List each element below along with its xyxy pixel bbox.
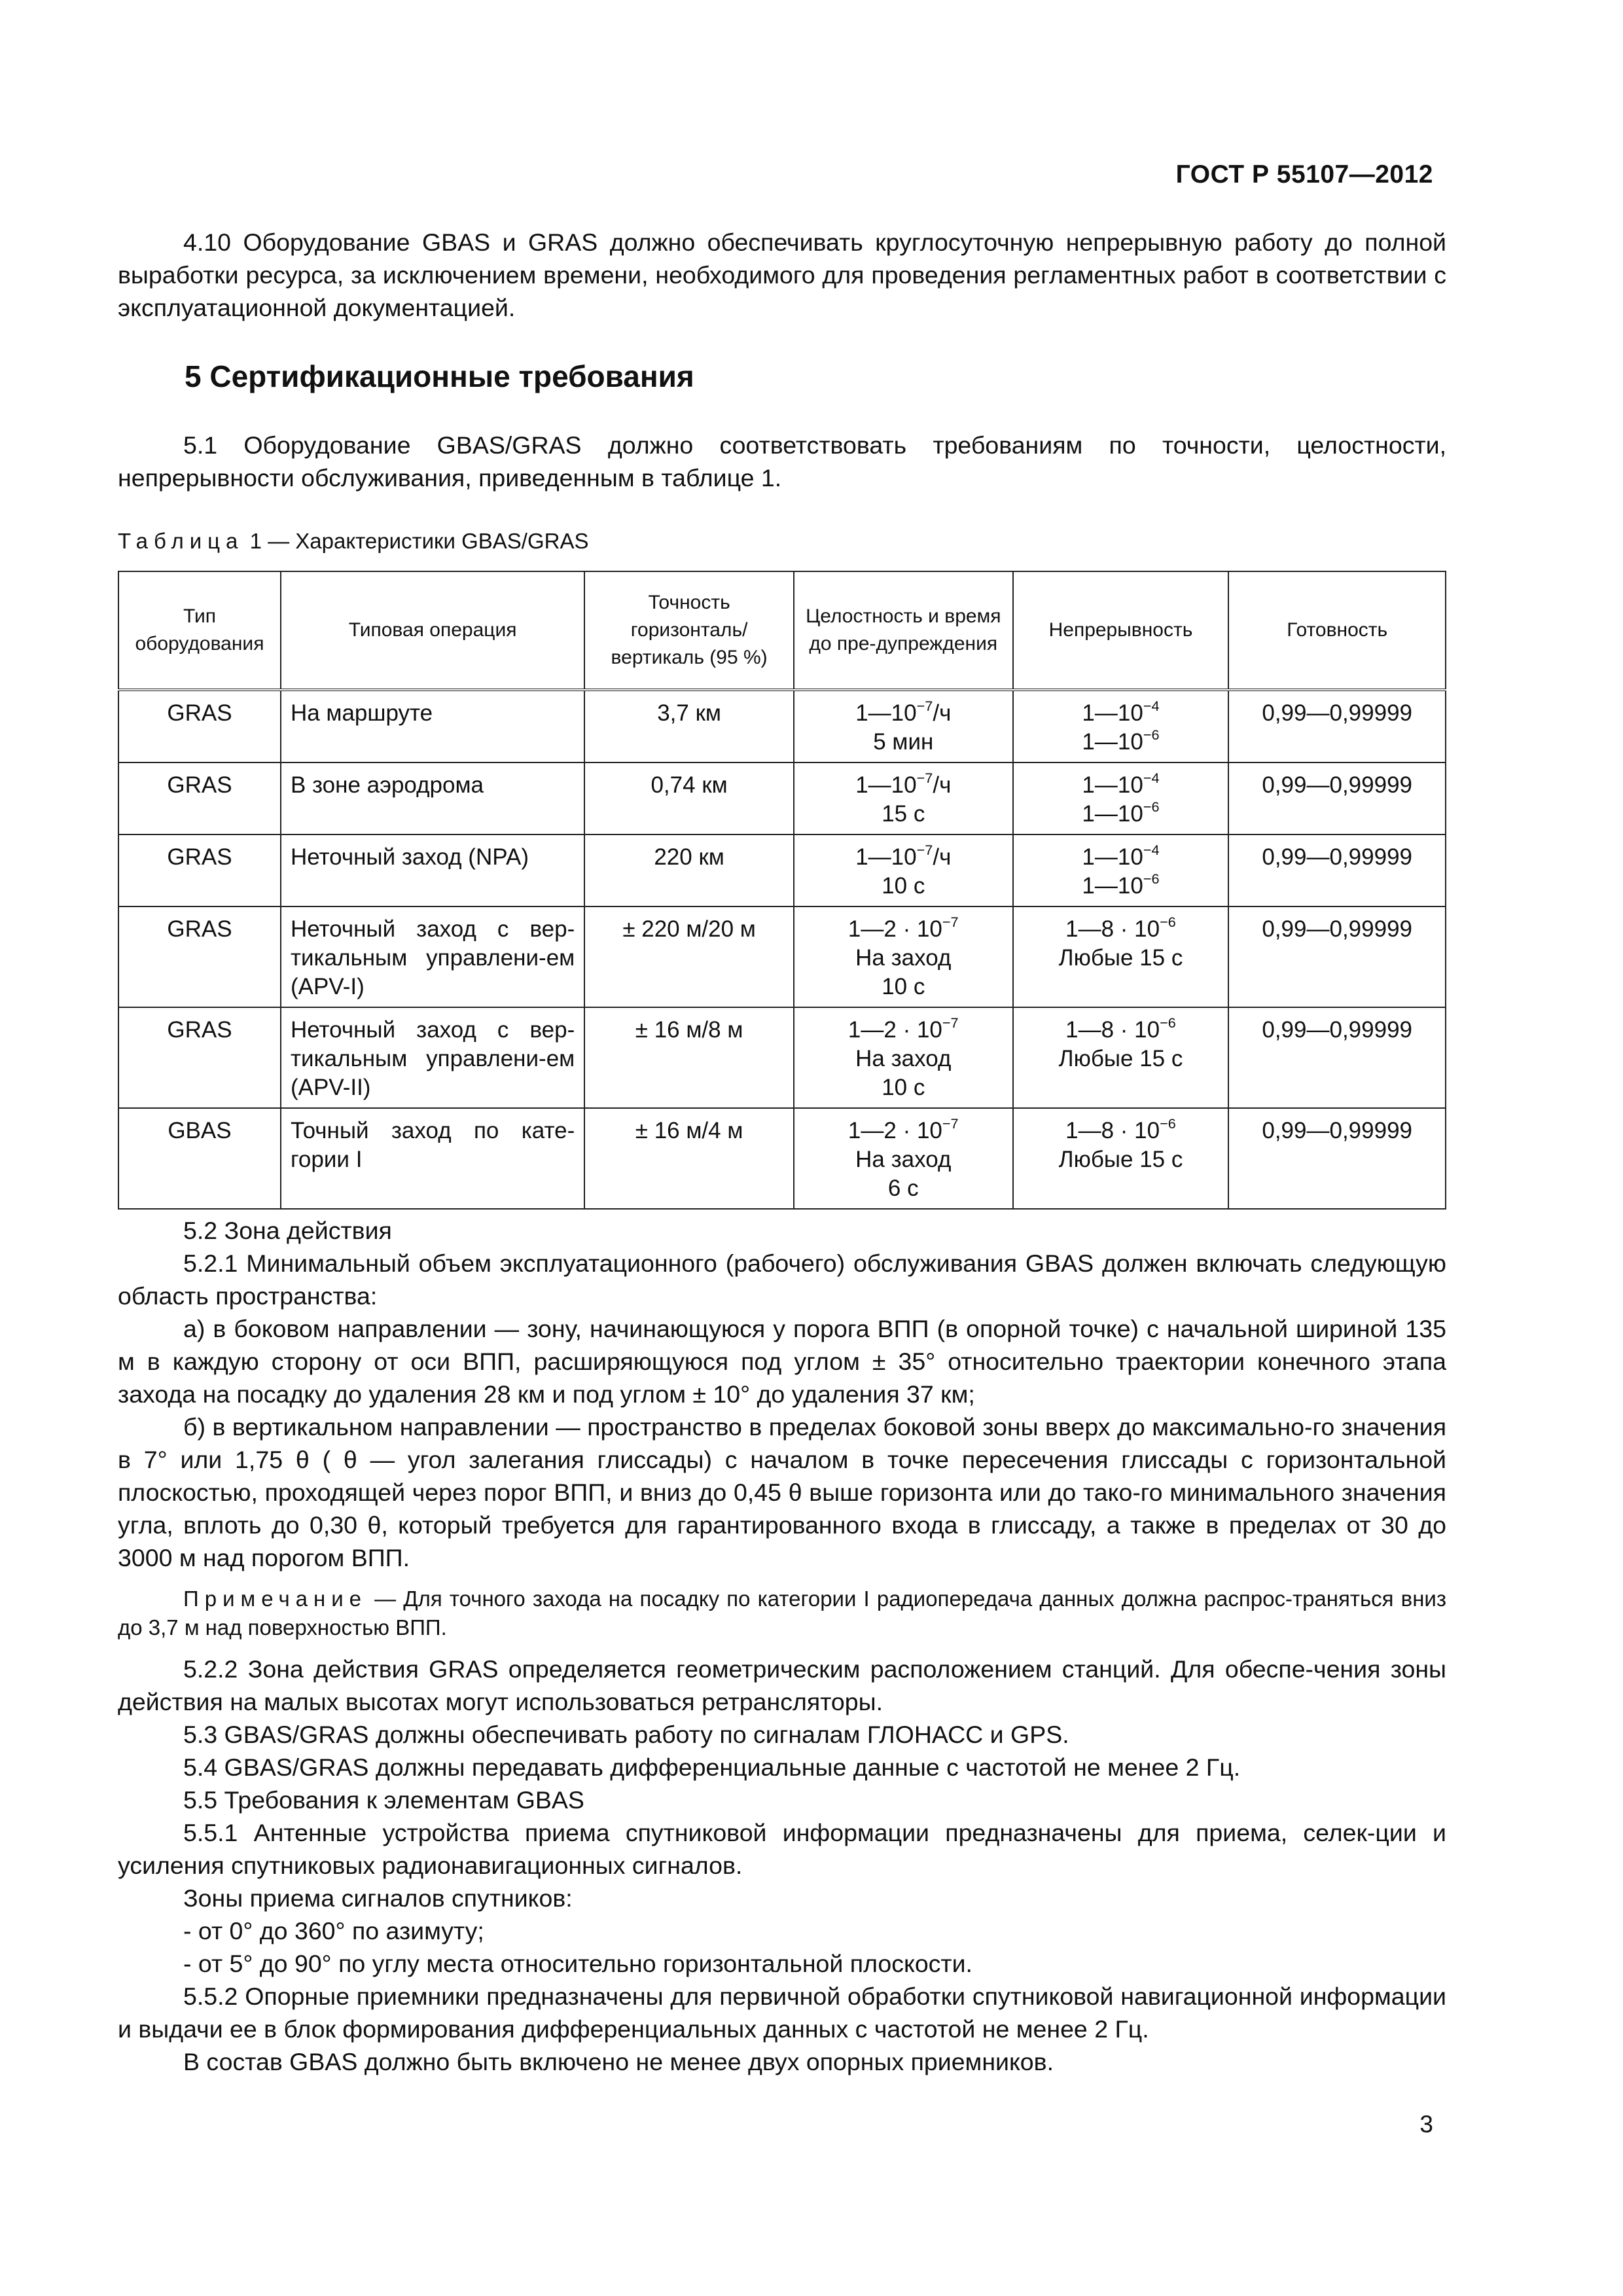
cell-operation: Точный заход по кате-гории I <box>281 1108 584 1209</box>
paragraph-5-3: 5.3 GBAS/GRAS должны обеспечивать работу по сигналам ГЛОНАСС и GPS. <box>183 1721 1069 1748</box>
cell-continuity: 1—8 · $10^{-6}$ Любые 15 с <box>1013 1007 1229 1108</box>
header-operation: Типовая операция <box>281 571 584 690</box>
cell-type: GRAS <box>118 762 281 834</box>
header-availability: Готовность <box>1228 571 1446 690</box>
page-number: 3 <box>1419 2111 1433 2138</box>
table-caption <box>118 529 589 554</box>
cell-type: GRAS <box>118 834 281 906</box>
cell-type: GRAS <box>118 906 281 1007</box>
paragraph-5-5-1: 5.5.1 Антенные устройства приема спутниковой информации предназначены для приема, селек-ции и усиления спутниковых радионавигационных сигналов. <box>118 1819 1446 1879</box>
section-title: 5 Сертификационные требования <box>185 359 694 393</box>
cell-operation: Неточный заход (NPA) <box>281 834 584 906</box>
paragraph-5-1: 5.1 Оборудование GBAS/GRAS должно соответствовать требованиям по точности, целостности, непрерывности обслуживания, приведенным в таблице 1. <box>118 431 1446 492</box>
paragraph-5-2: 5.2 Зона действия <box>183 1217 392 1244</box>
clause-4-10 <box>118 226 1446 324</box>
paragraph-last: В состав GBAS должно быть включено не менее двух опорных приемников. <box>183 2048 1054 2075</box>
cell-type: GRAS <box>118 690 281 762</box>
zone-azimuth: - от 0° до 360° по азимуту; <box>183 1917 484 1945</box>
cell-type: GBAS <box>118 1108 281 1209</box>
table-row <box>118 834 1446 906</box>
table-row <box>118 906 1446 1007</box>
clause-5-1 <box>118 429 1446 494</box>
cell-continuity: 1—8 · $10^{-6}$ Любые 15 с <box>1013 906 1229 1007</box>
cell-availability: 0,99—0,99999 <box>1228 1108 1446 1209</box>
cell-continuity: $1—10^{-4}$ $1—10^{-6}$ <box>1013 834 1229 906</box>
cell-accuracy: ± 220 м/20 м <box>584 906 794 1007</box>
cell-operation: Неточный заход с вер-тикальным управлени-ем (APV-I) <box>281 906 584 1007</box>
cell-continuity: $1—10^{-4}$ $1—10^{-6}$ <box>1013 690 1229 762</box>
cell-availability: 0,99—0,99999 <box>1228 834 1446 906</box>
table-row <box>118 762 1446 834</box>
note-label: Примечание <box>183 1587 368 1611</box>
table-caption-text: 1 — Характеристики GBAS/GRAS <box>249 529 589 553</box>
cell-operation: На маршруте <box>281 690 584 762</box>
cell-integrity: $1—10^{-7}/ч$ 15 с <box>794 762 1013 834</box>
header-continuity: Непрерывность <box>1013 571 1229 690</box>
cell-continuity: $1—10^{-4}$ $1—10^{-6}$ <box>1013 762 1229 834</box>
note-text: — Для точного захода на посадку по категории I радиопередача данных должна распрос-траняться вниз до 3,7 м над поверхностью ВПП. <box>118 1587 1446 1640</box>
paragraph-5-5-2: 5.5.2 Опорные приемники предназначены для первичной обработки спутниковой навигационной информации и выдачи ее в блок формирования дифференциальных данных с частотой не менее 2 Гц. <box>118 1982 1446 2043</box>
cell-accuracy: 220 км <box>584 834 794 906</box>
paragraph-5-2-2: 5.2.2 Зона действия GRAS определяется геометрическим расположением станций. Для обеспе-чения зоны действия на малых высотах могут использоваться ретрансляторы. <box>118 1655 1446 1715</box>
cell-availability: 0,99—0,99999 <box>1228 690 1446 762</box>
paragraph-5-2-1-a: а) в боковом направлении — зону, начинающуюся у порога ВПП (в опорной точке) с начальной шириной 135 м в каждую сторону от оси ВПП, расширяющуюся под углом ± 35° относительно траектории конечного этапа захода на посадку до удаления 28 км и под углом ± 10° до удаления 37 км; <box>118 1315 1446 1408</box>
paragraph-zones: Зоны приема сигналов спутников: <box>183 1884 573 1912</box>
table-row <box>118 1108 1446 1209</box>
document-header: ГОСТ Р 55107—2012 <box>1175 160 1433 188</box>
table-row <box>118 1007 1446 1108</box>
table-caption-prefix: Таблица <box>118 529 244 553</box>
clauses-5-2 <box>118 1214 1446 2078</box>
paragraph-5-4: 5.4 GBAS/GRAS должны передавать дифференциальные данные с частотой не менее 2 Гц. <box>183 1753 1241 1781</box>
cell-availability: 0,99—0,99999 <box>1228 762 1446 834</box>
cell-integrity: 1—2 · $10^{-7}$ На заход 6 с <box>794 1108 1013 1209</box>
cell-integrity: $1—10^{-7}/ч$ 10 с <box>794 834 1013 906</box>
cell-operation: Неточный заход с вер-тикальным управлени-ем (APV-II) <box>281 1007 584 1108</box>
cell-continuity: 1—8 · $10^{-6}$ Любые 15 с <box>1013 1108 1229 1209</box>
header-type: Тип оборудования <box>118 571 281 690</box>
cell-integrity: 1—2 · $10^{-7}$ На заход 10 с <box>794 1007 1013 1108</box>
paragraph-4-10: 4.10 Оборудование GBAS и GRAS должно обеспечивать круглосуточную непрерывную работу до полной выработки ресурса, за исключением времени, необходимого для проведения регламентных работ в соответствии с эксплуатационной документацией. <box>118 228 1446 321</box>
header-integrity: Целостность и время до пре-дупреждения <box>794 571 1013 690</box>
cell-accuracy: ± 16 м/4 м <box>584 1108 794 1209</box>
paragraph-5-2-1: 5.2.1 Минимальный объем эксплуатационного (рабочего) обслуживания GBAS должен включать следующую область пространства: <box>118 1249 1446 1310</box>
cell-accuracy: ± 16 м/8 м <box>584 1007 794 1108</box>
table-header-row <box>118 571 1446 690</box>
cell-accuracy: 3,7 км <box>584 690 794 762</box>
zone-elevation: - от 5° до 90° по углу места относительно горизонтальной плоскости. <box>183 1950 972 1977</box>
cell-integrity: 1—2 · $10^{-7}$ На заход 10 с <box>794 906 1013 1007</box>
paragraph-5-5: 5.5 Требования к элементам GBAS <box>183 1786 584 1814</box>
cell-operation: В зоне аэродрома <box>281 762 584 834</box>
paragraph-5-2-1-b: б) в вертикальном направлении — пространство в пределах боковой зоны вверх до максимально-го значения в 7° или 1,75 θ ( θ — угол залегания глиссады) с началом в точке пересечения глиссады с горизонтальной плоскостью, проходящей через порог ВПП, и вниз до 0,45 θ выше горизонта или до тако-го минимального значения угла, вплоть до 0,30 θ, который требуется для гарантированного входа в глиссаду, а также в пределах от 30 до 3000 м над порогом ВПП. <box>118 1413 1446 1571</box>
table-row <box>118 690 1446 762</box>
cell-type: GRAS <box>118 1007 281 1108</box>
header-accuracy: Точность горизонталь/ вертикаль (95 %) <box>584 571 794 690</box>
note <box>118 1585 1446 1642</box>
cell-availability: 0,99—0,99999 <box>1228 1007 1446 1108</box>
cell-integrity: $1—10^{-7}/ч$ 5 мин <box>794 690 1013 762</box>
cell-availability: 0,99—0,99999 <box>1228 906 1446 1007</box>
characteristics-table <box>118 571 1446 1210</box>
cell-accuracy: 0,74 км <box>584 762 794 834</box>
